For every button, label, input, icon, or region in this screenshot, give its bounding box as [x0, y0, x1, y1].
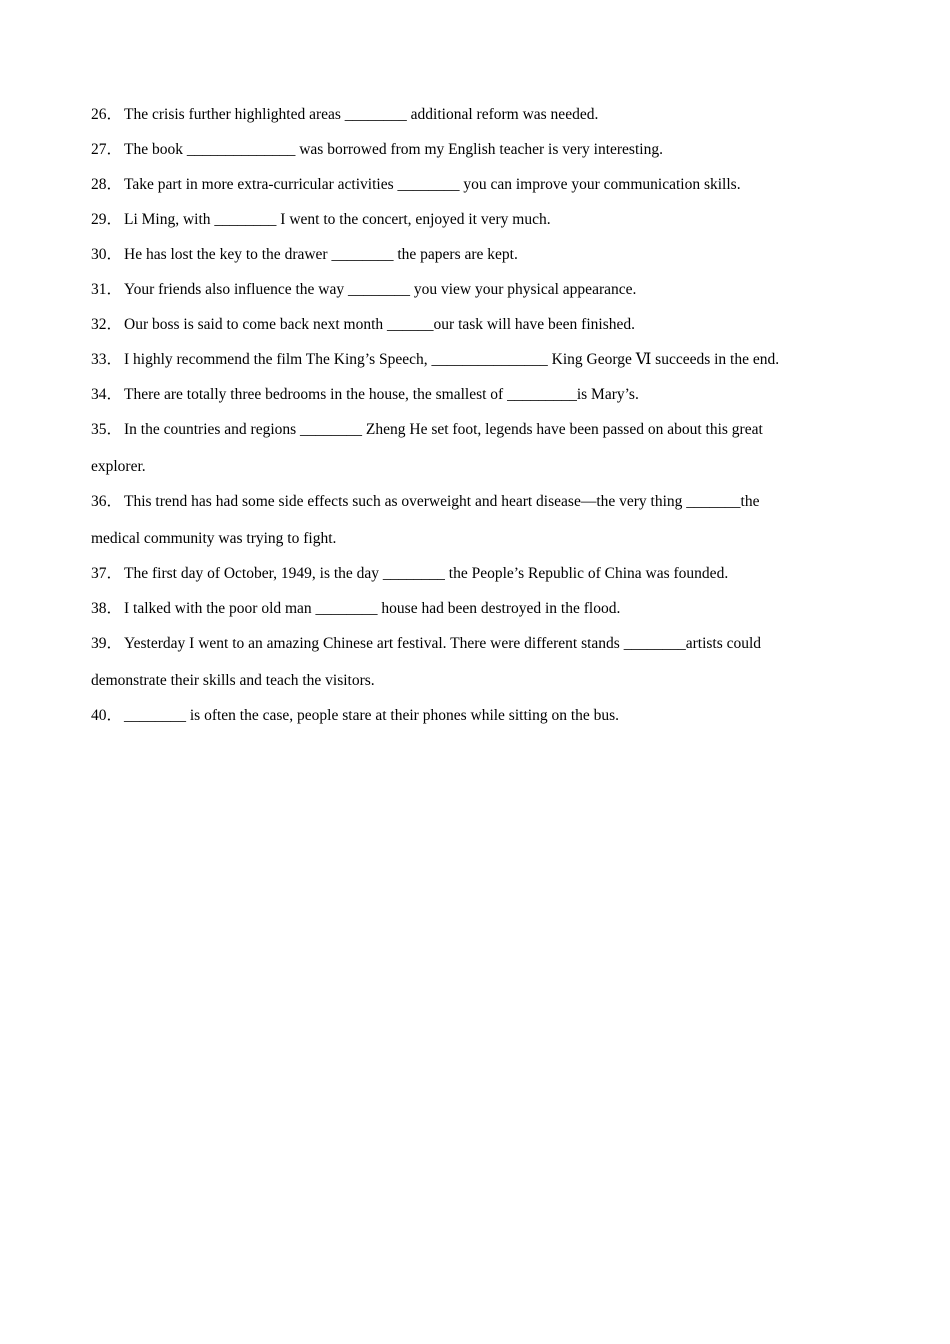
question-37 [91, 555, 836, 592]
question-27 [91, 131, 836, 168]
question-29 [91, 201, 836, 238]
question-39 [91, 625, 836, 699]
question-30 [91, 236, 836, 273]
question-number: 39． [91, 635, 123, 652]
question-list [91, 96, 836, 732]
question-text: This trend has had some side effects such as overweight and heart disease—the very thing _______the [124, 493, 760, 510]
question-text: I highly recommend the film The King’s Speech, _______________ King George Ⅵ succeeds in the end. [124, 351, 780, 368]
question-text: Take part in more extra-curricular activities ________ you can improve your communication skills. [124, 176, 741, 193]
question-text: ________ is often the case, people stare at their phones while sitting on the bus. [124, 707, 620, 724]
question-number: 40． [91, 707, 123, 724]
question-28 [91, 166, 836, 203]
question-number: 29． [91, 211, 123, 228]
question-text: The book ______________ was borrowed from my English teacher is very interesting. [124, 141, 663, 158]
question-text: He has lost the key to the drawer ________ the papers are kept. [124, 246, 518, 263]
question-33 [91, 341, 836, 378]
question-34 [91, 376, 836, 413]
question-number: 28． [91, 176, 123, 193]
question-32 [91, 306, 836, 343]
question-26 [91, 96, 836, 133]
question-35 [91, 411, 836, 485]
question-text: Our boss is said to come back next month ______our task will have been finished. [124, 316, 635, 333]
question-number: 34． [91, 386, 123, 403]
question-31 [91, 271, 836, 308]
question-text-continuation: medical community was trying to fight. [91, 530, 337, 547]
question-number: 36． [91, 493, 123, 510]
question-text-continuation: demonstrate their skills and teach the visitors. [91, 672, 375, 689]
question-number: 26． [91, 106, 123, 123]
question-number: 27． [91, 141, 123, 158]
question-text: There are totally three bedrooms in the house, the smallest of _________is Mary’s. [124, 386, 639, 403]
question-text: Your friends also influence the way ________ you view your physical appearance. [124, 281, 637, 298]
question-number: 32． [91, 316, 123, 333]
question-text: In the countries and regions ________ Zheng He set foot, legends have been passed on about this great [124, 421, 763, 438]
question-text: The crisis further highlighted areas ________ additional reform was needed. [124, 106, 599, 123]
question-number: 33． [91, 351, 123, 368]
question-number: 31． [91, 281, 123, 298]
question-number: 30． [91, 246, 123, 263]
question-text: I talked with the poor old man ________ house had been destroyed in the flood. [124, 600, 621, 617]
question-text: The first day of October, 1949, is the day ________ the People’s Republic of China was founded. [124, 565, 729, 582]
question-38 [91, 590, 836, 627]
question-36 [91, 483, 836, 557]
question-number: 38． [91, 600, 123, 617]
question-text: Li Ming, with ________ I went to the concert, enjoyed it very much. [124, 211, 551, 228]
question-40 [91, 697, 836, 734]
question-number: 37． [91, 565, 123, 582]
question-number: 35． [91, 421, 123, 438]
question-text: Yesterday I went to an amazing Chinese art festival. There were different stands ________artists could [124, 635, 762, 652]
question-text-continuation: explorer. [91, 458, 146, 475]
